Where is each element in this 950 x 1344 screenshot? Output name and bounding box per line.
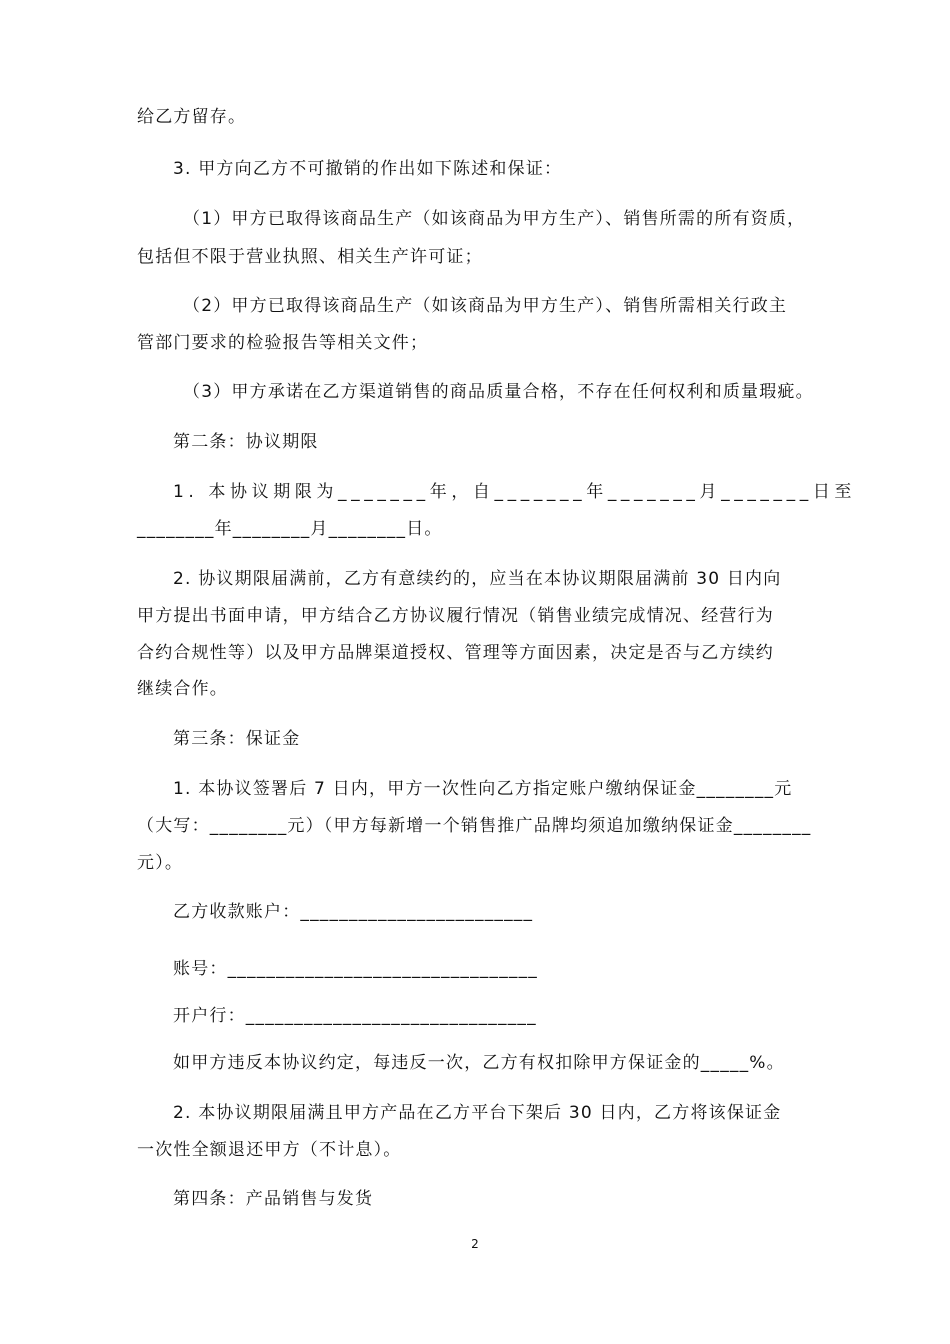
renewal-paragraph-line-3: 合约合规性等）以及甲方品牌渠道授权、管理等方面因素，决定是否与乙方续约 bbox=[137, 643, 774, 663]
term-paragraph-continued: ________年________月________日。 bbox=[137, 519, 443, 539]
account-number-field: 账号：________________________________ bbox=[173, 959, 538, 979]
section-heading-article-2: 第二条：协议期限 bbox=[173, 432, 319, 452]
penalty-paragraph: 如甲方违反本协议约定，每违反一次，乙方有权扣除甲方保证金的_____%。 bbox=[173, 1053, 785, 1073]
renewal-paragraph: 2. 协议期限届满前，乙方有意续约的，应当在本协议期限届满前 30 日内向 bbox=[173, 569, 782, 589]
section-heading-article-4: 第四条：产品销售与发货 bbox=[173, 1189, 374, 1209]
renewal-paragraph-line-2: 甲方提出书面申请，甲方结合乙方协议履行情况（销售业绩完成情况、经营行为 bbox=[137, 606, 774, 626]
renewal-paragraph-line-4: 继续合作。 bbox=[137, 679, 228, 699]
clause-3-heading: 3. 甲方向乙方不可撤销的作出如下陈述和保证： bbox=[173, 159, 563, 179]
list-item-2-continued: 管部门要求的检验报告等相关文件； bbox=[137, 333, 429, 353]
bank-field: 开户行：______________________________ bbox=[173, 1006, 537, 1026]
term-paragraph: 1. 本协议期限为_______年，自_______年_______月_______日至 bbox=[173, 482, 857, 502]
deposit-paragraph-line-2: （大写：________元）（甲方每新增一个销售推广品牌均须追加缴纳保证金________ bbox=[137, 816, 812, 836]
deposit-paragraph-line-3: 元）。 bbox=[137, 853, 184, 873]
refund-paragraph-continued: 一次性全额退还甲方（不计息）。 bbox=[137, 1140, 402, 1160]
list-item-1-continued: 包括但不限于营业执照、相关生产许可证； bbox=[137, 247, 483, 267]
list-item-1: （1）甲方已取得该商品生产（如该商品为甲方生产）、销售所需的所有资质， bbox=[183, 209, 806, 229]
section-heading-article-3: 第三条：保证金 bbox=[173, 729, 301, 749]
page-number: 2 bbox=[471, 1237, 479, 1251]
list-item-3: （3）甲方承诺在乙方渠道销售的商品质量合格，不存在任何权利和质量瑕疵。 bbox=[183, 382, 814, 402]
receiving-account-field: 乙方收款账户：________________________ bbox=[173, 902, 534, 922]
deposit-paragraph: 1. 本协议签署后 7 日内，甲方一次性向乙方指定账户缴纳保证金________元 bbox=[173, 779, 793, 799]
list-item-2: （2）甲方已取得该商品生产（如该商品为甲方生产）、销售所需相关行政主 bbox=[183, 296, 788, 316]
refund-paragraph: 2. 本协议期限届满且甲方产品在乙方平台下架后 30 日内，乙方将该保证金 bbox=[173, 1103, 782, 1123]
paragraph-line: 给乙方留存。 bbox=[137, 107, 247, 127]
